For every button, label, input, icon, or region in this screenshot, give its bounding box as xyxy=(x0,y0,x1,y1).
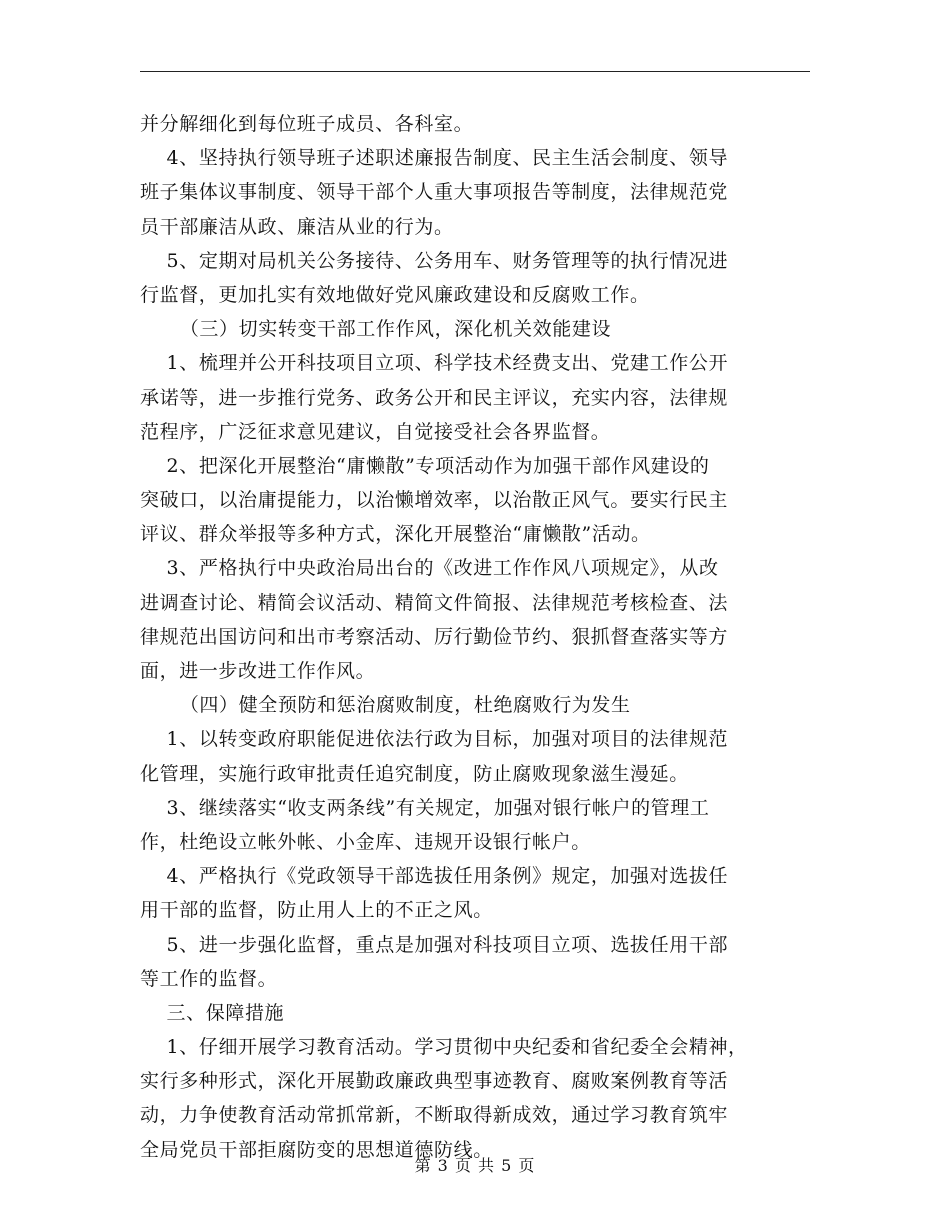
text-line: 1、以转变政府职能促进依法行政为目标，加强对项目的法律规范 xyxy=(140,728,729,751)
section-heading: 三、保障措施 xyxy=(140,1001,285,1024)
text-line: 2、把深化开展整治“庸懒散”专项活动作为加强干部作风建设的 xyxy=(140,454,710,477)
text-line: 5、定期对局机关公务接待、公务用车、财务管理等的执行情况进 xyxy=(140,249,729,272)
section-heading: （三）切实转变干部工作作风，深化机关效能建设 xyxy=(140,318,612,341)
text-line: 等工作的监督。 xyxy=(140,967,278,990)
text-line: 作，杜绝设立帐外帐、小金库、违规开设银行帐户。 xyxy=(140,830,591,853)
text-line: 3、继续落实“收支两条线”有关规定，加强对银行帐户的管理工 xyxy=(140,796,710,819)
text-line: 5、进一步强化监督，重点是加强对科技项目立项、选拔任用干部 xyxy=(140,933,729,956)
text-line: 班子集体议事制度、领导干部个人重大事项报告等制度，法律规范党 xyxy=(140,181,729,204)
text-line: 评议、群众举报等多种方式，深化开展整治“庸懒散”活动。 xyxy=(140,523,651,546)
text-line: 动，力争使教育活动常抓常新，不断取得新成效，通过学习教育筑牢 xyxy=(140,1104,729,1127)
text-line: 范程序，广泛征求意见建议，自觉接受社会各界监督。 xyxy=(140,420,611,443)
text-line: 1、仔细开展学习教育活动。学习贯彻中央纪委和省纪委全会精神， xyxy=(140,1036,748,1059)
section-heading: （四）健全预防和惩治腐败制度，杜绝腐败行为发生 xyxy=(140,694,631,717)
document-body xyxy=(140,107,812,1167)
text-line: 1、梳理并公开科技项目立项、科学技术经费支出、党建工作公开 xyxy=(140,352,729,375)
text-line: 化管理，实施行政审批责任追究制度，防止腐败现象滋生漫延。 xyxy=(140,762,689,785)
text-line: 突破口，以治庸提能力，以治懒增效率，以治散正风气。要实行民主 xyxy=(140,489,729,512)
text-line: 面，进一步改进工作作风。 xyxy=(140,660,376,682)
header-rule xyxy=(140,71,810,72)
text-line: 全局党员干部拒腐防变的思想道德防线。 xyxy=(140,1138,493,1161)
text-line: 进调查讨论、精简会议活动、精简文件简报、法律规范考核检查、法 xyxy=(140,591,729,614)
text-line: 行监督，更加扎实有效地做好党风廉政建设和反腐败工作。 xyxy=(140,283,650,306)
text-line: 4、坚持执行领导班子述职述廉报告制度、民主生活会制度、领导 xyxy=(140,147,729,170)
page-number: 第 3 页 共 5 页 xyxy=(414,1156,536,1175)
text-line: 用干部的监督，防止用人上的不正之风。 xyxy=(140,899,493,922)
text-line: 3、严格执行中央政治局出台的《改进工作作风八项规定》，从改 xyxy=(140,557,719,580)
text-line: 员干部廉洁从政、廉洁从业的行为。 xyxy=(140,215,454,238)
text-line: 律规范出国访问和出市考察活动、厉行勤俭节约、狠抓督查落实等方 xyxy=(140,625,729,648)
text-line: 并分解细化到每位班子成员、各科室。 xyxy=(140,113,474,135)
text-line: 承诺等，进一步推行党务、政务公开和民主评议，充实内容，法律规 xyxy=(140,386,729,409)
text-line: 4、严格执行《党政领导干部选拔任用条例》规定，加强对选拔任 xyxy=(140,865,729,888)
text-line: 实行多种形式，深化开展勤政廉政典型事迹教育、腐败案例教育等活 xyxy=(140,1070,729,1093)
